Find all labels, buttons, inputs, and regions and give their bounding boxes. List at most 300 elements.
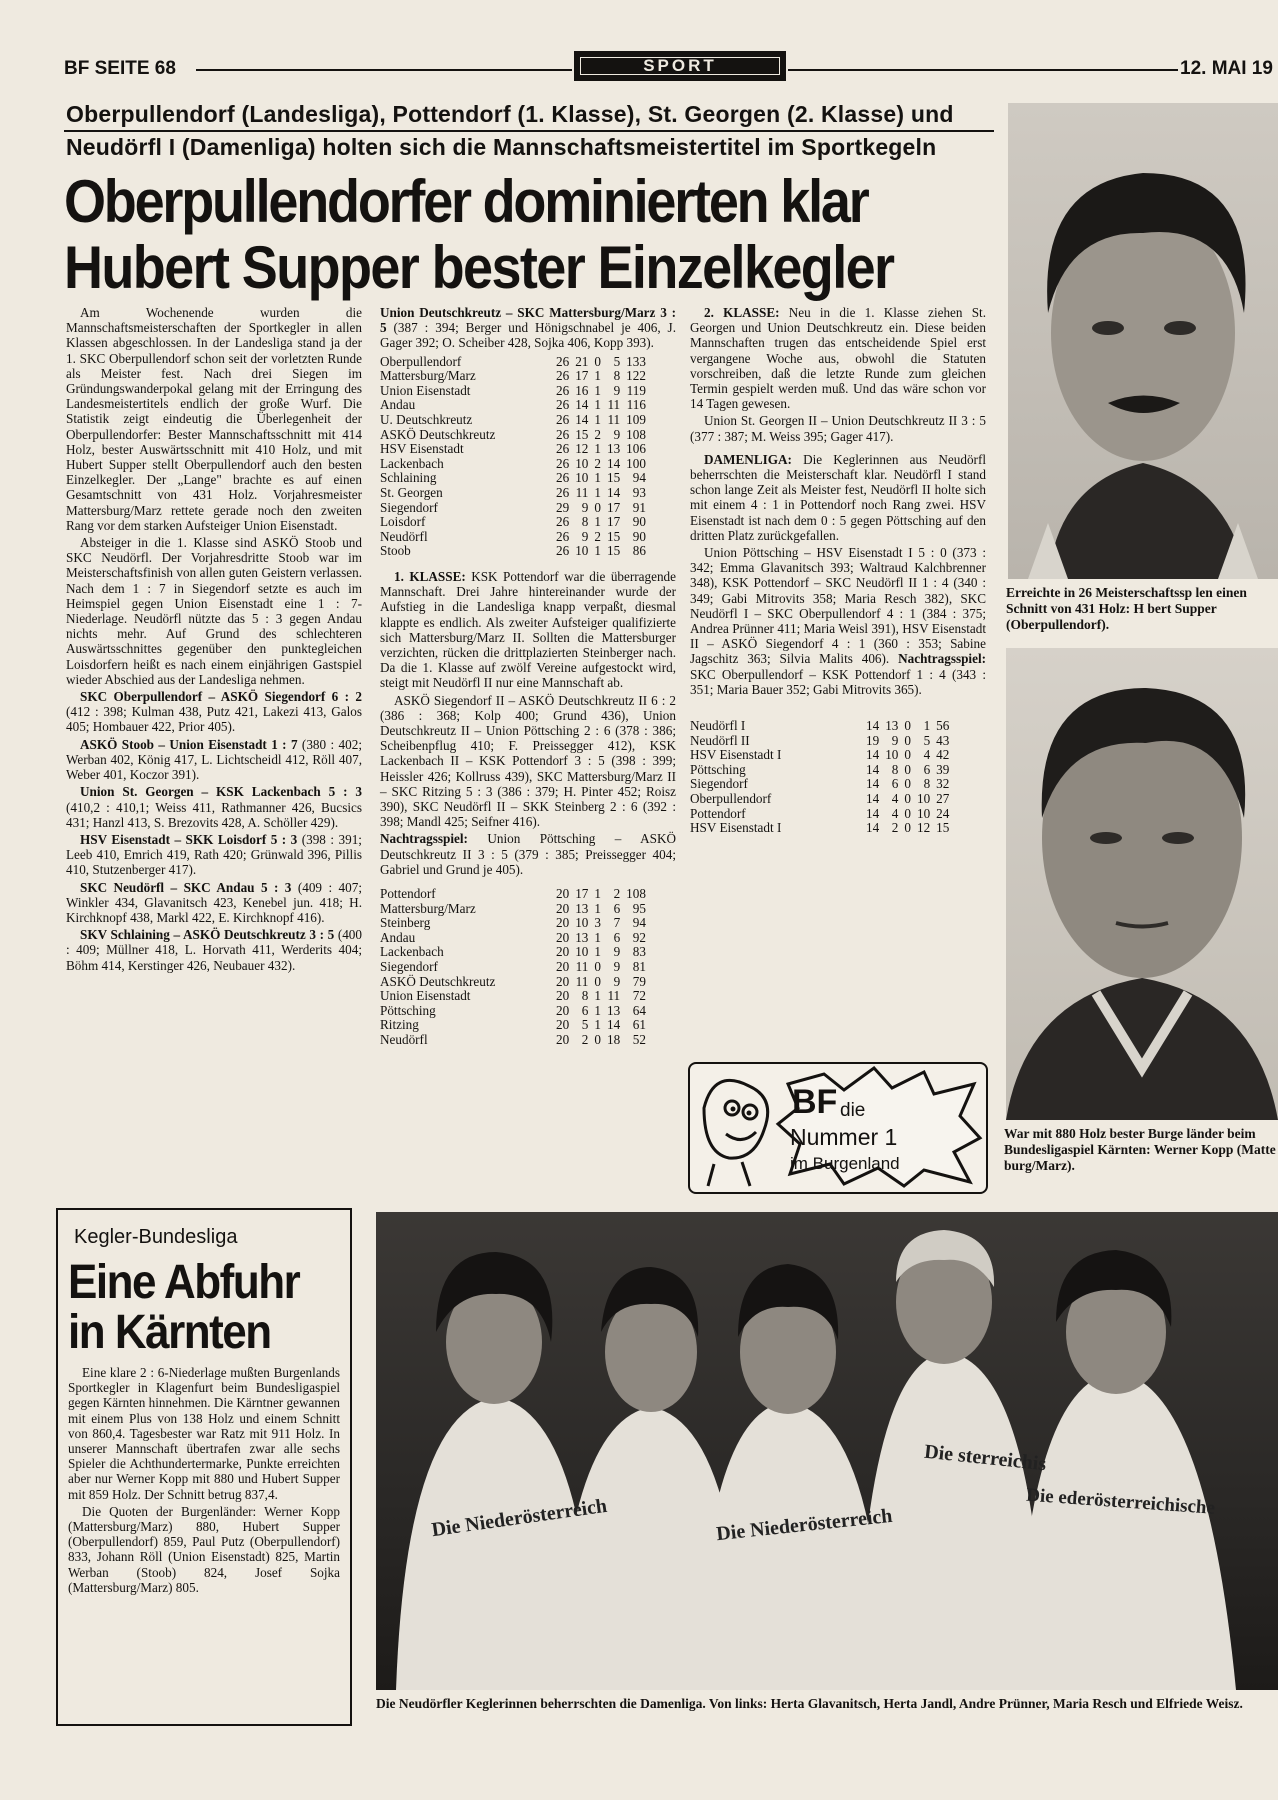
team-name: Andau [380,397,416,413]
team-name: Oberpullendorf [690,791,772,807]
stat-value: 17 [575,885,589,901]
stat-value: 13 [575,929,589,945]
stat-value: 1 [594,397,601,413]
stat-value: 0 [904,791,911,807]
stat-value: 26 [556,368,570,384]
col1-result-4 [66,832,362,878]
stat-value: 26 [556,382,570,398]
stat-value: 11 [575,973,589,989]
stat-value: 2 [613,885,621,901]
stat-value: 14 [575,397,589,413]
col2-paragraph-3-text: Union Pöttsching – ASKÖ Deutschkreutz II 3 : 5 (379 : 385; Preissegger 404; Gabriel und Grund je 405). [380,831,676,877]
portrait-figure-icon [1006,648,1278,1120]
stat-value: 11 [607,411,621,427]
team-figures-icon [376,1212,1278,1690]
team-name: Loisdorf [380,514,426,530]
stat-value: 26 [556,455,570,471]
damenliga-row [690,734,949,749]
stat-value: 14 [866,776,880,792]
stat-value: 1 [594,514,601,530]
stat-value: 20 [556,958,570,974]
stat-value: 5 [613,353,621,369]
stat-value: 2 [594,528,601,544]
stat-value: 0 [904,761,911,777]
team-name: Mattersburg/Marz [380,900,476,916]
stat-value: 1 [594,900,601,916]
stat-value: 20 [556,944,570,960]
landesliga-row [380,398,646,413]
klasse1-row [380,960,646,975]
team-name: Siegendorf [380,958,438,974]
ad-brand: BF [792,1083,838,1121]
col1-result-3-title: Union St. Georgen – KSK Lackenbach 5 : 3 [80,784,362,800]
stat-value: 9 [613,426,621,442]
team-name: Siegendorf [380,499,438,515]
stat-value: 20 [556,1002,570,1018]
portrait-figure-icon [1008,103,1278,579]
stat-value: 43 [936,732,950,748]
stat-value: 108 [626,426,646,442]
klasse1-row [380,902,646,917]
col3-paragraph-1 [690,305,986,411]
stat-value: 24 [936,805,950,821]
stat-value: 1 [594,929,601,945]
col1-paragraph-1: Am Wochenende wurden die Mannschaftsmeisterschaften der Sportkegler in allen Klassen abgeschlossen. In der Landesliga stand ja der 1. SKC Oberpullendorf schon seit der vorletzten Runde als Meister fest. Nach drei Siegen im Gründungswanderpokal gelang mit der Erringung des Landesmeistertitels endlich der große Wurf. Die Statistik zeigt eindeutig die Überlegenheit der Oberpullendorfer: Bester Mannschaftsschnitt mit 414 Holz, bester Auswärtsschnitt mit 410 Holz, und mit Hubert Supper stellt Oberpullendorf auch den besten Einzelkegler. Der „Lange" brachte es auf einen Gesamtschnitt von 431 Holz. Vorjahresmeister Mattersburg/Marz rettete gerade noch den zweiten Rang vor dem starken Aufsteiger Union Eisenstadt. [66,305,362,533]
landesliga-row [380,515,646,530]
mascot-icon [694,1068,784,1188]
col1-result-6-text: (400 : 409; Müllner 418, L. Horvath 411, Werderits 404; Böhm 414, Kerstinger 426, Neubauer 432). [66,927,362,973]
stat-value: 19 [866,732,880,748]
stat-value: 95 [632,900,646,916]
stat-value: 56 [936,718,950,734]
team-name: Steinberg [380,915,431,931]
stat-value: 26 [556,426,570,442]
team-name: Schlaining [380,470,437,486]
stat-value: 0 [904,776,911,792]
stat-value: 1 [594,988,601,1004]
stat-value: 1 [594,441,601,457]
team-name: HSV Eisenstadt I [690,820,782,836]
stat-value: 17 [575,368,589,384]
stat-value: 26 [556,397,570,413]
stat-value: 2 [891,820,899,836]
damenliga-row [690,807,949,822]
stat-value: 14 [606,1017,621,1033]
stat-value: 5 [581,1017,589,1033]
stat-value: 39 [936,761,950,777]
col2-paragraph-2: ASKÖ Siegendorf II – ASKÖ Deutschkreutz II 6 : 2 (386 : 368; Kolp 400; Grund 436), Union Deutschkreutz II – Union Pöttsching 2 : 6 (378 : 386; Scheibenpflug 410; F. Preissegger 412), KSK Lackenbach II – KSK Pottendorf 3 : 5 (398 : 399; Heissler 426; Kollruss 439), SKC Mattersburg/Marz II – SKC Ritzing 5 : 3 (386 : 379; H. Pinter 452; Roisz 390), SKC Neudörfl II – SKK Steinberg 2 : 6 (392 : 398; Mandl 425; Seifner 416). [380,692,676,830]
stat-value: 1 [594,368,601,384]
stat-value: 21 [575,353,589,369]
col3-paragraph-4-tail: SKC Oberpullendorf – KSK Pottendorf 1 : 4 (343 : 351; Maria Bauer 352; Gabi Mitrovits 365). [690,666,986,697]
stat-value: 5 [923,732,931,748]
shirt-text-2: Die Niederösterreich [715,1504,894,1546]
klasse1-row [380,1018,646,1033]
stat-value: 1 [594,470,601,486]
stat-value: 1 [594,944,601,960]
damenliga-row [690,821,949,836]
team-name: Siegendorf [690,776,748,792]
stat-value: 14 [606,455,621,471]
stat-value: 8 [613,368,621,384]
box-paragraph-2: Die Quoten der Burgenländer: Werner Kopp (Mattersburg/Marz) 880, Hubert Supper (Oberpullendorf) 859, Paul Putz (Oberpullendorf) 833, Johann Röll (Union Eisenstadt) 825, Martin Werban (Stoob) 824, Josef Sojka (Mattersburg/Marz) 805. [68,1503,340,1595]
team-name: HSV Eisenstadt [380,441,464,457]
landesliga-row [380,486,646,501]
team-name: U. Deutschkreutz [380,411,473,427]
damenliga-row [690,763,949,778]
col2-paragraph-1 [380,569,676,691]
kicker-line-2: Neudörfl I (Damenliga) holten sich die Mannschaftsmeistertitel im Sportkegeln [66,134,937,160]
team-name: Pöttsching [690,761,746,777]
stat-value: 17 [606,514,621,530]
stat-value: 20 [556,1031,570,1047]
team-photo-caption: Die Neudörfler Keglerinnen beherrschten die Damenliga. Von links: Herta Glavanitsch, Herta Jandl, Andre Prünner, Maria Resch und Elfriede Weisz. [376,1696,1243,1711]
box-paragraph-1: Eine klare 2 : 6-Niederlage mußten Burgenlands Sportkegler in Klagenfurt beim Bundesligaspiel gegen Kärnten hinnehmen. Die Kärntner gewannen mit einem Plus von 138 Holz und einem Schnitt von 860,4. Tagesbester war Ratz mit 911 Holz. In unserer Mannschaft übertrafen zwar alle sechs Spieler die Achthundertermarke, Punkte erreichten aber nur Werner Kopp mit 880 und Hubert Supper mit 859 Holz. Der Schnitt betrug 837,4. [68,1365,340,1502]
stat-value: 0 [904,732,911,748]
stat-value: 14 [866,805,880,821]
stat-value: 7 [613,915,621,931]
stat-value: 2 [581,1031,589,1047]
team-name: Lackenbach [380,944,444,960]
stat-value: 20 [556,929,570,945]
stat-value: 64 [632,1002,646,1018]
stat-value: 14 [866,718,880,734]
stat-value: 11 [575,484,589,500]
stat-value: 26 [556,411,570,427]
stat-value: 13 [606,441,621,457]
stat-value: 10 [575,470,589,486]
col1-result-1 [66,689,362,735]
landesliga-row [380,413,646,428]
col1-result-5-title: SKC Neudörfl – SKC Andau 5 : 3 [80,879,292,895]
standings-table-1-klasse [380,887,646,1048]
portrait-hubert-supper [1008,103,1278,579]
col3-paragraph-1-text: Neu in die 1. Klasse ziehen St. Georgen und Union Deutschkreutz ein. Diese beiden Mannschaften trugen das entscheidende Spiel erst vergangene Woche aus, obwohl die Statuten vorschreiben, daß die letzte Runde zum gleichen Termin gespielt werden muß. Und das wäre schon vor 14 Tagen gewesen. [690,305,986,412]
stat-value: 12 [575,441,589,457]
team-name: Neudörfl II [690,732,750,748]
stat-value: 10 [916,805,931,821]
box-title-line-1: Eine Abfuhr [68,1255,300,1309]
stat-value: 0 [904,718,911,734]
stat-value: 27 [936,791,950,807]
team-name: Neudörfl [380,528,428,544]
box-kicker: Kegler-Bundesliga [74,1226,238,1248]
stat-value: 61 [632,1017,646,1033]
shirt-text-3: Die sterreichis [923,1440,1048,1476]
stat-value: 2 [594,455,601,471]
stat-value: 108 [626,885,646,901]
stat-value: 0 [594,353,601,369]
stat-value: 26 [556,528,570,544]
ad-line-3: im Burgenland [790,1154,900,1173]
stat-value: 0 [594,1031,601,1047]
team-name: HSV Eisenstadt I [690,747,782,763]
damenliga-row [690,748,949,763]
stat-value: 119 [626,382,646,398]
stat-value: 10 [575,944,589,960]
header-rule-left [196,69,572,71]
stat-value: 100 [626,455,646,471]
col3-paragraph-4-title: Nachtragsspiel: [898,651,987,667]
stat-value: 12 [916,820,931,836]
col2-paragraph-1-title: 1. KLASSE: [394,568,466,584]
stat-value: 14 [866,761,880,777]
col3-paragraph-4-text: Union Pöttsching – HSV Eisenstadt I 5 : 0 (373 : 342; Emma Glavanitsch 393; Waltraud Kalchbrenner 348), KSK Pottendorf – SKC Neudörfl II 1 : 4 (340 : 349; Gabi Mitrovits 358; Maria Resch 382), SKC Neudörfl I – SKC Oberpullendorf 4 : 1 (384 : 375; Andrea Prünner 411; Maria Weisl 391), HSV Eisenstadt II – ASKÖ Siegendorf 4 : 1 (360 : 353; Sabine Jagschitz 363; Silvia Malits 406). [690,545,986,667]
stat-value: 13 [885,718,899,734]
stat-value: 3 [594,915,601,931]
team-name: Stoob [380,543,411,559]
stat-value: 13 [606,1002,621,1018]
headline-line-1: Oberpullendorfer dominierten klar [64,168,868,236]
team-name: Ritzing [380,1017,419,1033]
stat-value: 9 [891,732,899,748]
stat-value: 116 [626,397,646,413]
bf-advert [688,1062,988,1194]
col3-paragraph-2: Union St. Georgen II – Union Deutschkreutz II 3 : 5 (377 : 387; M. Weiss 395; Gager 417). [690,413,986,444]
stat-value: 90 [632,514,646,530]
stat-value: 2 [594,426,601,442]
klasse1-row [380,916,646,931]
article-column-1 [66,305,362,975]
col1-result-1-text: (412 : 398; Kulman 438, Putz 421, Lakezi 413, Galos 405; Hombauer 422, Prior 405). [66,704,362,735]
stat-value: 14 [575,411,589,427]
bundesliga-box [56,1208,352,1726]
stat-value: 109 [626,411,646,427]
portrait-werner-kopp [1006,648,1278,1120]
stat-value: 52 [632,1031,646,1047]
col1-result-1-title: SKC Oberpullendorf – ASKÖ Siegendorf 6 : 2 [80,689,362,705]
team-name: Union Eisenstadt [380,382,471,398]
stat-value: 29 [556,499,570,515]
team-name: Neudörfl I [690,718,746,734]
team-name: Andau [380,929,416,945]
stat-value: 4 [891,791,899,807]
stat-value: 86 [632,543,646,559]
box-body [68,1365,340,1595]
stat-value: 10 [885,747,899,763]
landesliga-row [380,457,646,472]
stat-value: 20 [556,885,570,901]
stat-value: 26 [556,543,570,559]
header-rule-right [788,69,1178,71]
landesliga-row [380,530,646,545]
stat-value: 122 [626,368,646,384]
stat-value: 81 [632,958,646,974]
stat-value: 133 [626,353,646,369]
col1-result-3 [66,784,362,830]
team-name: Oberpullendorf [380,353,462,369]
stat-value: 26 [556,484,570,500]
stat-value: 13 [575,900,589,916]
team-name: Neudörfl [380,1031,428,1047]
stat-value: 20 [556,900,570,916]
standings-table-landesliga [380,355,646,559]
team-name: Pottendorf [380,885,436,901]
stat-value: 20 [556,915,570,931]
kicker-line-1: Oberpullendorf (Landesliga), Pottendorf (1. Klasse), St. Georgen (2. Klasse) und [66,101,954,127]
stat-value: 9 [613,973,621,989]
landesliga-row [380,355,646,370]
section-label [574,51,786,81]
team-name: Pottendorf [690,805,746,821]
stat-value: 9 [581,499,589,515]
col1-result-4-text: (398 : 391; Leeb 410, Emrich 419, Rath 420; Grünwald 396, Pillis 410, Stutzenberger 417). [66,831,362,878]
shirt-text-1: Die Niederösterreich [430,1494,609,1542]
article-column-2 [380,305,676,1048]
stat-value: 92 [632,929,646,945]
stat-value: 8 [581,514,589,530]
team-name: Union Eisenstadt [380,988,471,1004]
stat-value: 26 [556,353,570,369]
standings-table-damenliga [690,719,949,836]
stat-value: 1 [594,1002,601,1018]
stat-value: 20 [556,1017,570,1033]
col3-paragraph-3-text: Die Keglerinnen aus Neudörfl beherrschten die Meisterschaft klar. Neudörfl I stand schon lange Zeit als Meister fest, Neudörfl II holte sich mit einem 4 : 1 in Pottendorf noch Rang zwei. HSV Eisenstadt ist nach dem 0 : 5 gegen Pöttsching auf den dritten Platz zurückgefallen. [690,451,986,543]
stat-value: 6 [613,929,621,945]
landesliga-row [380,544,646,559]
stat-value: 11 [607,397,621,413]
stat-value: 8 [581,988,589,1004]
col2-result-1 [380,305,676,351]
landesliga-row [380,442,646,457]
stat-value: 10 [916,791,931,807]
stat-value: 10 [575,915,589,931]
col1-result-5 [66,880,362,926]
stat-value: 1 [594,484,601,500]
stat-value: 72 [632,988,646,1004]
stat-value: 90 [632,528,646,544]
stat-value: 26 [556,470,570,486]
stat-value: 1 [594,411,601,427]
landesliga-row [380,369,646,384]
stat-value: 0 [594,958,601,974]
stat-value: 10 [575,543,589,559]
team-name: St. Georgen [380,484,443,500]
col3-paragraph-3-title: DAMENLIGA: [704,451,792,467]
team-name: Mattersburg/Marz [380,368,476,384]
stat-value: 14 [866,791,880,807]
stat-value: 16 [575,382,589,398]
col2-paragraph-1-text: KSK Pottendorf war die überragende Mannschaft. Drei Jahre hintereinander wurde der Aufstieg in die Landesliga knapp verpaßt, diesmal klappte es endlich. Als zweiter Aufsteiger qualifizierte sich Mattersburg/Marz II. Sollten die Mattersburger verzichten, rücken die drittplazierten Steinberger nach. Da die 1. Klasse auf zwölf Vereine aufgestockt wird, steigt mit Neudörfl II nur eine Mannschaft ab. [380,568,676,691]
col3-paragraph-4 [690,545,986,697]
stat-value: 32 [936,776,950,792]
stat-value: 1 [594,543,601,559]
stat-value: 17 [606,499,621,515]
page-label: BF SEITE 68 [64,58,176,79]
col1-result-4-title: HSV Eisenstadt – SKK Loisdorf 5 : 3 [80,831,298,847]
ad-line-2: Nummer 1 [790,1124,898,1150]
stat-value: 9 [613,382,621,398]
col1-result-5-text: (409 : 407; Winkler 434, Glavanitsch 423, Kenebel jun. 418; H. Kirchknopf 438, Markl 422, E. Kirchknopf 416). [66,879,362,925]
klasse1-row [380,887,646,902]
stat-value: 15 [606,470,621,486]
section-label-text: SPORT [578,55,782,77]
stat-value: 94 [632,470,646,486]
landesliga-row [380,501,646,516]
col1-result-2-text: (380 : 402; Werban 402, König 417, L. Lichtscheidl 412, Röll 407, Weber 401, Koczor 391). [66,736,362,783]
stat-value: 20 [556,973,570,989]
stat-value: 4 [923,747,931,763]
damenliga-row [690,777,949,792]
stat-value: 83 [632,944,646,960]
landesliga-row [380,384,646,399]
stat-value: 8 [923,776,931,792]
damenliga-row [690,719,949,734]
stat-value: 1 [594,885,601,901]
stat-value: 15 [606,543,621,559]
col1-result-2 [66,737,362,783]
stat-value: 94 [632,915,646,931]
stat-value: 9 [581,528,589,544]
stat-value: 0 [594,499,601,515]
stat-value: 26 [556,441,570,457]
stat-value: 0 [904,820,911,836]
ad-line-1: die [840,1100,866,1121]
box-title-line-2: in Kärnten [68,1305,271,1359]
stat-value: 9 [613,944,621,960]
stat-value: 6 [923,761,931,777]
team-name: ASKÖ Deutschkreutz [380,973,496,989]
stat-value: 0 [904,747,911,763]
stat-value: 91 [632,499,646,515]
portrait-2-caption: War mit 880 Holz bester Burge länder beim Bundesligaspiel Kärnten: Werner Kopp (Matte burg/Marz). [1004,1126,1276,1173]
col2-result-1-text: (387 : 394; Berger und Hönigschnabel je 406, J. Gager 392; O. Scheiber 428, Sojka 406, Kopp 393). [380,320,676,351]
klasse1-row [380,931,646,946]
stat-value: 0 [594,973,601,989]
col1-result-3-text: (410,2 : 410,1; Weiss 411, Rathmanner 426, Bucsics 431; Hanzl 413, S. Brezovits 428, A. Schöller 429). [66,799,362,830]
damenliga-row [690,792,949,807]
stat-value: 106 [626,441,646,457]
stat-value: 15 [575,426,589,442]
stat-value: 0 [904,805,911,821]
stat-value: 15 [606,528,621,544]
landesliga-row [380,428,646,443]
stat-value: 42 [936,747,950,763]
klasse1-row [380,989,646,1004]
portrait-1-caption: Erreichte in 26 Meisterschaftssp len einen Schnitt von 431 Holz: H bert Supper (Oberpullendorf). [1006,585,1247,632]
stat-value: 15 [936,820,950,836]
klasse1-row [380,945,646,960]
stat-value: 14 [866,820,880,836]
team-name: ASKÖ Deutschkreutz [380,426,496,442]
stat-value: 9 [613,958,621,974]
stat-value: 1 [594,382,601,398]
kicker-rule [64,130,994,132]
stat-value: 26 [556,514,570,530]
stat-value: 6 [891,776,899,792]
col2-result-1-title: Union Deutschkreutz – SKC Mattersburg/Marz 3 : 5 [380,305,676,336]
stat-value: 6 [581,1002,589,1018]
team-name: Pöttsching [380,1002,436,1018]
team-name: Lackenbach [380,455,444,471]
stat-value: 18 [606,1031,621,1047]
col3-paragraph-3 [690,452,986,543]
klasse1-row [380,975,646,990]
stat-value: 14 [866,747,880,763]
stat-value: 6 [613,900,621,916]
col1-result-6 [66,927,362,973]
stat-value: 20 [556,988,570,1004]
stat-value: 1 [594,1017,601,1033]
col1-paragraph-2: Absteiger in die 1. Klasse sind ASKÖ Stoob und SKC Neudörfl. Der Vorjahresdritte Stoob war im Meisterschaftsfinish von allen guten Geistern verlassen. Nach dem 1 : 7 in Siegendorf setzte es auch im Heimspiel gegen Union Eisenstadt eine 1 : 7-Niederlage. Neudörfl nützte das 5 : 3 gegen Andau nichts mehr. Auf Grund des schlechteren Auswärtsschnittes gegenüber den punktegleichen Loisdorfern heißt es nach einem einjährigen Gastspiel wieder Abschied aus der Landesliga nehmen. [66,535,362,687]
page-date: 12. MAI 19 [1180,58,1273,79]
team-photo [376,1212,1278,1690]
col1-result-2-title: ASKÖ Stoob – Union Eisenstadt 1 : 7 [80,736,298,752]
stat-value: 4 [891,805,899,821]
col2-paragraph-3-title: Nachtragsspiel: [380,831,468,847]
stat-value: 8 [891,761,899,777]
stat-value: 11 [607,988,621,1004]
